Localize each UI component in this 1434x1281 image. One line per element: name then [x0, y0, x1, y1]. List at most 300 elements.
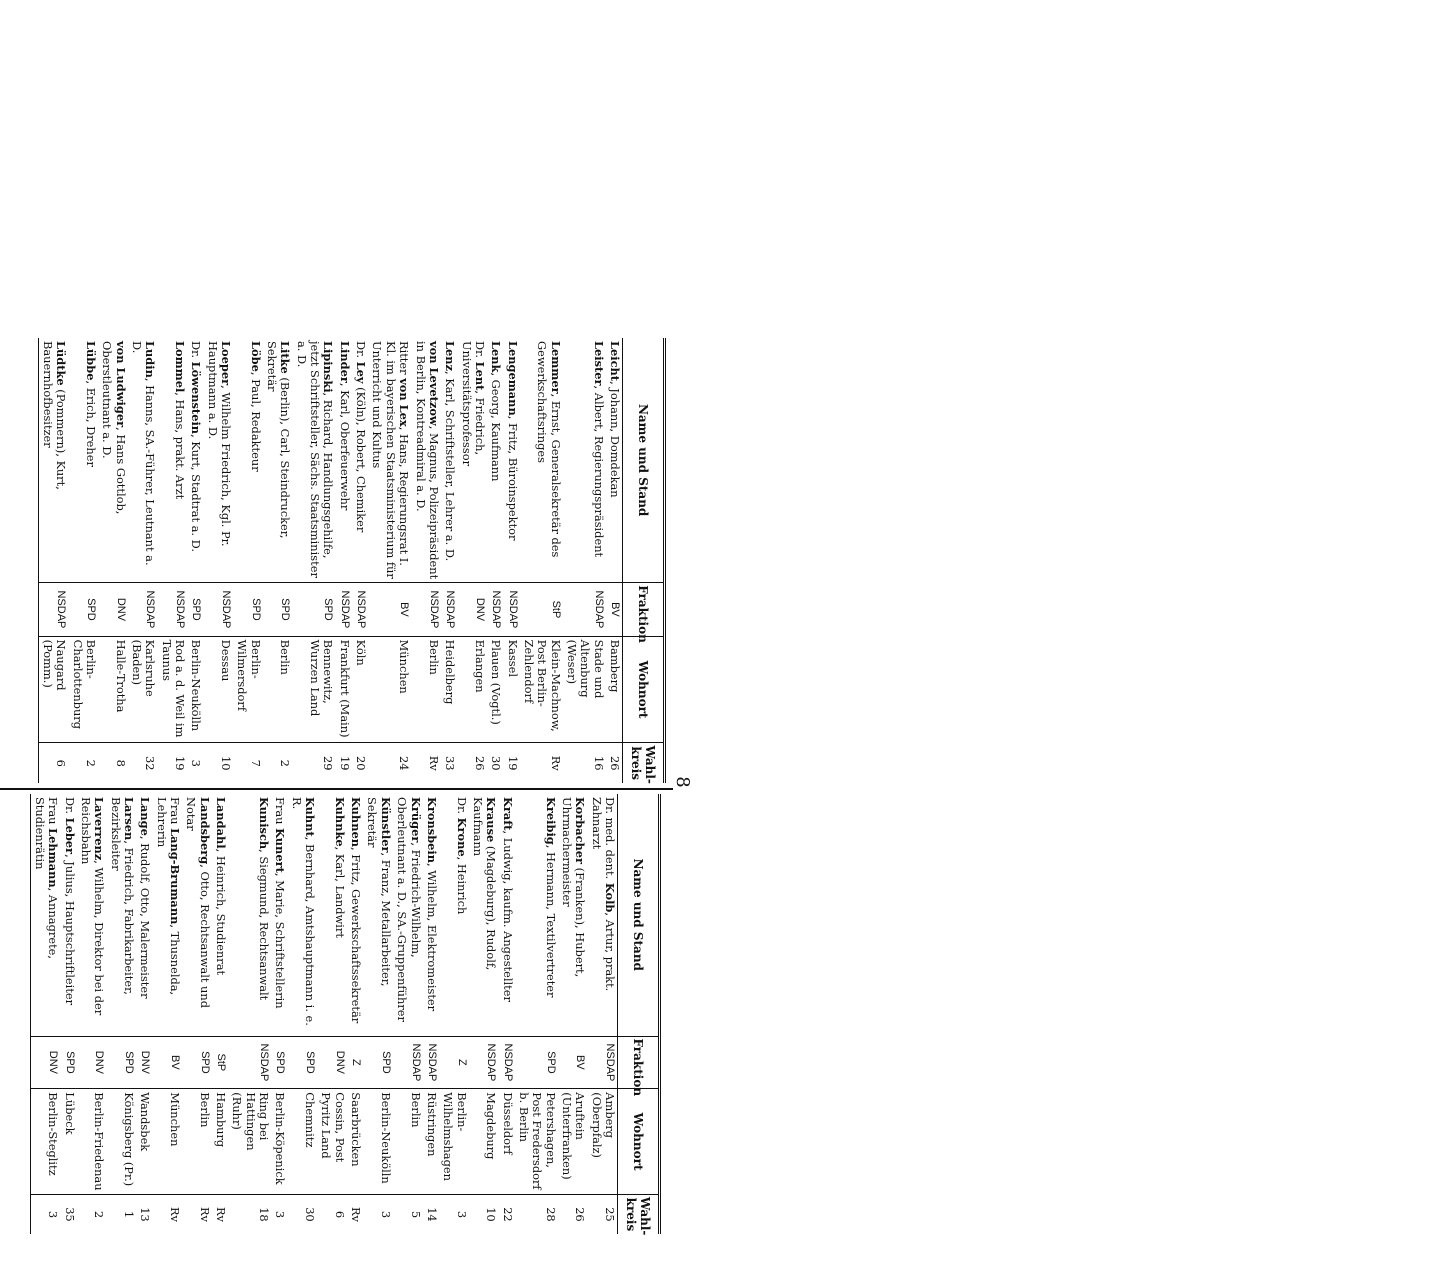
name-details: , Heinrich	[454, 856, 469, 915]
surname: Krüger	[408, 797, 423, 843]
cell-wahlkreis: 2	[92, 1210, 107, 1219]
cell-wohnort: Frankfurt (Main)	[335, 636, 351, 743]
surname: Litke	[278, 341, 293, 374]
name-details: , Hans, Regierungsrat I. Kl. im bayerischen Staatsministerium für Unterricht und Kultus	[370, 341, 412, 579]
table-row	[423, 794, 439, 1234]
name-details: , Karl, Landwirt	[332, 846, 347, 938]
cell-wahlkreis: 30	[489, 755, 504, 771]
cell-fraktion: NSDAP	[352, 583, 368, 636]
cell-wohnort: Rod a. d. Weil im Taunus	[157, 636, 187, 743]
name-details: , Hans Gottlob, Oberstleutnant a. D.	[100, 341, 128, 515]
cell-fraktion: NSDAP	[335, 583, 351, 636]
name-details: , Erich, Dreher	[83, 380, 98, 467]
cell-name	[411, 338, 441, 583]
table-row	[520, 338, 563, 783]
surname: Loeper	[219, 341, 234, 386]
name-details: , Georg, Kaufmann	[489, 372, 504, 482]
name-details: (Franken), Hubert, Uhrmachermeister	[559, 797, 588, 978]
cell-wahlkreis: 19	[505, 755, 520, 771]
cell-fraktion: NSDAP	[503, 583, 519, 636]
cell-fraktion: SPD	[187, 583, 203, 636]
surname: von Levetzow	[426, 341, 441, 426]
cell-wahlkreis: 1	[122, 1210, 136, 1219]
cell-fraktion: NSDAP	[393, 1036, 423, 1089]
name-prefix: Dr.	[354, 341, 369, 362]
cell-wahlkreis: 6	[332, 1210, 347, 1219]
cell-wohnort: Berlin-Köpenick	[271, 1089, 287, 1195]
surname: Lemmer	[548, 341, 563, 394]
name-details: , Wilhelm Friedrich, Kgl. Pr. Hauptmann a. D.	[205, 341, 234, 547]
cell-wohnort: München	[152, 1089, 182, 1195]
cell-wohnort: Magdeburg	[469, 1089, 499, 1195]
table-row	[136, 794, 152, 1234]
table-row	[317, 794, 347, 1234]
cell-fraktion: NSDAP	[563, 583, 606, 636]
cell-name	[128, 338, 158, 583]
cell-name	[233, 338, 263, 583]
cell-fraktion: SPD	[263, 583, 293, 636]
table-row	[292, 338, 335, 783]
table-row	[563, 338, 606, 783]
table-row	[38, 338, 68, 783]
surname: Kunisch	[257, 797, 272, 850]
cell-wohnort: Berlin-Friedenau	[77, 1089, 107, 1195]
cell-wohnort: Heidelberg	[441, 636, 457, 743]
surname: Lüdtke	[54, 341, 69, 386]
cell-wahlkreis: Rv	[214, 1206, 229, 1222]
table-row	[606, 338, 623, 783]
cell-wahlkreis: Rv	[426, 755, 441, 771]
name-details: , Heinrich, Studienrat	[214, 848, 229, 976]
cell-wohnort: Chemnitz	[287, 1089, 317, 1195]
cell-wahlkreis: 30	[303, 1207, 318, 1222]
cell-wahlkreis: Rv	[168, 1206, 183, 1222]
surname: Kolb	[603, 882, 617, 913]
cell-wohnort: Düsseldorf	[498, 1089, 514, 1195]
table-row	[503, 338, 519, 783]
cell-name	[441, 338, 457, 583]
name-prefix: Frau	[273, 797, 288, 829]
table-row	[233, 338, 263, 783]
surname: Landsberg	[197, 797, 212, 865]
cell-wohnort: München	[368, 636, 411, 743]
table-row	[157, 338, 187, 783]
surname: Ley	[354, 361, 369, 384]
name-details: , Rudolf, Otto, Malermeister	[138, 835, 153, 999]
table-row	[187, 338, 203, 783]
cell-wahlkreis: 10	[484, 1207, 499, 1222]
name-prefix: Dr.	[454, 797, 469, 818]
name-details: , Hans, prakt. Arzt	[173, 392, 188, 500]
cell-wahlkreis: 29	[321, 755, 336, 771]
cell-name	[503, 338, 519, 583]
name-details: , Magnus, Polizeipräsident in Berlin, Kontreadmiral a. D.	[413, 341, 441, 580]
header-wohnort: Wohnort	[623, 636, 665, 743]
cell-wahlkreis: 35	[62, 1207, 77, 1222]
surname: Lange	[138, 797, 153, 836]
table-body-left	[30, 794, 617, 1234]
table-row	[347, 794, 363, 1234]
cell-wahlkreis: 2	[278, 759, 293, 767]
name-details: , Hermann, Textilvertreter	[543, 844, 558, 998]
page-divider	[0, 788, 673, 790]
surname: Künstler	[378, 797, 393, 853]
cell-wohnort: Bennewitz, Wurzen Land	[292, 636, 335, 743]
page-number: 8	[672, 776, 693, 788]
cell-fraktion: NSDAP	[228, 1036, 271, 1089]
name-details: , Hanns, SA.-Führer, Leutnant a. D.	[130, 341, 158, 566]
surname: Linder	[337, 341, 352, 383]
cell-wohnort: Berlin	[411, 636, 441, 743]
header-name: Name und Stand	[623, 338, 665, 583]
cell-wahlkreis: 13	[138, 1207, 153, 1222]
name-details: (Pommern), Kurt, Bauernhofbesitzer	[40, 341, 69, 490]
surname: Leber	[62, 817, 77, 855]
table-row	[182, 794, 212, 1234]
cell-fraktion: DNV	[136, 1036, 152, 1089]
cell-wohnort: Plauen (Vogtl.)	[487, 636, 503, 743]
cell-wahlkreis: Rv	[548, 755, 563, 771]
surname: Kreibig	[543, 797, 558, 845]
table-row	[368, 338, 411, 783]
cell-wahlkreis: 3	[378, 1210, 393, 1219]
table-row	[363, 794, 393, 1234]
cell-wahlkreis: 3	[189, 759, 204, 767]
name-prefix: Ritter	[397, 341, 412, 379]
cell-wahlkreis: 22	[500, 1207, 515, 1222]
cell-wohnort: Berlin	[182, 1089, 212, 1195]
table-row	[352, 338, 368, 783]
cell-wahlkreis: 14	[424, 1207, 439, 1222]
header-wahlkreis: Wahl-kreis	[618, 1194, 660, 1234]
name-details: , Ernst, Generalsekretär des Gewerkschaftsringes	[535, 341, 563, 558]
table-body-right	[38, 338, 622, 783]
cell-wahlkreis: 20	[354, 755, 369, 771]
surname: Larsen	[122, 797, 136, 841]
cell-wahlkreis: 26	[472, 755, 487, 771]
name-details: , Karl, Oberfeuerwehr	[337, 382, 352, 511]
cell-fraktion: StP	[520, 583, 563, 636]
surname: Löwenstein	[189, 361, 204, 435]
cell-fraktion: BV	[152, 1036, 182, 1089]
cell-name	[98, 338, 128, 583]
name-prefix: Dr. med. dent.	[603, 797, 617, 883]
name-details: , Albert, Regierungspräsident	[591, 385, 606, 558]
name-details: , Otto, Rechtsanwalt und Notar	[184, 797, 212, 1008]
table-row	[287, 794, 317, 1234]
name-details: , Johann, Domdekan	[608, 381, 622, 498]
cell-wohnort: Berlin	[393, 1089, 423, 1195]
cell-fraktion: BV	[368, 583, 411, 636]
surname: Kunert	[273, 828, 288, 873]
name-prefix: Dr.	[472, 341, 487, 362]
surname: Lehmann	[46, 828, 61, 888]
cell-fraktion: SPD	[68, 583, 98, 636]
cell-wohnort: Hamburg	[212, 1089, 228, 1195]
table-row	[203, 338, 233, 783]
table-row	[263, 338, 293, 783]
name-details: , Ludwig, kaufm. Angestellter	[500, 830, 515, 1002]
cell-wahlkreis: 6	[38, 743, 68, 783]
surname: Leister	[591, 341, 606, 386]
cell-name	[457, 338, 487, 583]
cell-fraktion: DNV	[317, 1036, 347, 1089]
rotated-page-content	[0, 281, 719, 1281]
cell-wahlkreis: Rv	[349, 1206, 364, 1222]
cell-wohnort: Berlin-Neukölln	[187, 636, 203, 743]
cell-name	[487, 338, 503, 583]
name-details: , Wilhelm, Elektromeister	[424, 863, 439, 1012]
cell-wahlkreis: 28	[543, 1207, 558, 1222]
cell-wahlkreis: 26	[608, 755, 622, 771]
surname: Leicht	[608, 341, 622, 382]
name-details: , Franz, Metallarbeiter, Sekretär	[365, 797, 393, 987]
cell-name	[520, 338, 563, 583]
surname: Kronsbein	[424, 797, 439, 864]
cell-wahlkreis: 3	[30, 1194, 60, 1234]
name-details: , Friedrich, Fabrikarbeiter, Bezirksleiter	[108, 797, 136, 995]
cell-fraktion: SPD	[271, 1036, 287, 1089]
cell-name	[187, 338, 203, 583]
cell-name	[203, 338, 233, 583]
cell-wahlkreis: 26	[573, 1207, 588, 1222]
deputies-table-right	[38, 338, 666, 783]
cell-fraktion: NSDAP	[441, 583, 457, 636]
name-details: , Paul, Redakteur	[248, 371, 263, 472]
cell-wohnort: Berlin-Charlottenburg	[68, 636, 98, 743]
name-details: , Artur, prakt. Zahnarzt	[589, 797, 617, 992]
cell-fraktion: NSDAP	[38, 583, 68, 636]
name-details: , Fritz, Gewerkschaftssekretär	[349, 847, 364, 1024]
surname: Korbacher	[573, 797, 588, 865]
table-row	[128, 338, 158, 783]
surname: Lenz	[443, 341, 458, 372]
cell-name	[563, 338, 606, 583]
cell-fraktion: SPD	[363, 1036, 393, 1089]
cell-fraktion: SPD	[287, 1036, 317, 1089]
cell-fraktion: SPD	[233, 583, 263, 636]
table-row	[106, 794, 136, 1234]
table-row	[335, 338, 351, 783]
name-prefix: Dr.	[62, 797, 77, 818]
cell-fraktion: NSDAP	[469, 1036, 499, 1089]
cell-name	[606, 338, 623, 583]
cell-wahlkreis: 18	[257, 1207, 272, 1222]
table-row	[515, 794, 558, 1234]
table-row	[469, 794, 499, 1234]
cell-fraktion: SPD	[182, 1036, 212, 1089]
cell-wohnort: Königsberg (Pr.)	[106, 1089, 136, 1195]
table-row	[587, 794, 617, 1234]
name-prefix: Frau	[46, 797, 61, 829]
cell-wahlkreis: 3	[273, 1210, 288, 1219]
table-row	[393, 794, 423, 1234]
cell-wohnort: Berlin	[263, 636, 293, 743]
header-wohnort: Wohnort	[618, 1089, 660, 1195]
deputies-table-left	[30, 794, 661, 1234]
cell-fraktion: NSDAP	[498, 1036, 514, 1089]
surname: Lipinski	[321, 341, 336, 393]
cell-wahlkreis: 19	[337, 755, 352, 771]
cell-wahlkreis: 32	[143, 755, 158, 771]
name-details: , Karl, Schriftsteller, Lehrer a. D.	[443, 371, 458, 562]
cell-wohnort: Kassel	[503, 636, 519, 743]
cell-wohnort: Klein-Machnow, Post Berlin-Zehlendorf	[520, 636, 563, 743]
name-details: , Friedrich, Universitätsprofessor	[459, 341, 487, 467]
cell-wohnort: Amberg (Oberpfalz)	[587, 1089, 617, 1195]
cell-wahlkreis: 16	[591, 755, 606, 771]
surname: Lenk	[489, 341, 504, 373]
cell-fraktion: BV	[558, 1036, 588, 1089]
cell-fraktion: NSDAP	[411, 583, 441, 636]
cell-fraktion: BV	[606, 583, 623, 636]
surname: Ludin	[143, 341, 158, 378]
table-row	[441, 338, 457, 783]
table-row	[487, 338, 503, 783]
name-details: , Kurt, Stadtrat a. D.	[189, 434, 204, 553]
header-fraktion: Fraktion	[623, 583, 665, 636]
surname: Krone	[454, 817, 469, 857]
cell-name	[335, 338, 351, 583]
table-row	[228, 794, 271, 1234]
table-row	[212, 794, 228, 1234]
table-header-row	[623, 338, 665, 783]
cell-wohnort: Wandsbek	[136, 1089, 152, 1195]
cell-fraktion: Z	[347, 1036, 363, 1089]
cell-wohnort: Köln	[352, 636, 368, 743]
cell-fraktion: SPD	[60, 1036, 76, 1089]
cell-fraktion: DNV	[77, 1036, 107, 1089]
cell-fraktion: NSDAP	[587, 1036, 617, 1089]
cell-fraktion: Z	[439, 1036, 469, 1089]
cell-wohnort: Saarbrücken	[347, 1089, 363, 1195]
name-prefix: Dr.	[189, 341, 204, 362]
surname: Laverrenz	[92, 797, 107, 861]
cell-fraktion: DNV	[30, 1036, 60, 1089]
surname: Lommel	[173, 341, 188, 393]
cell-wohnort: Aruftein (Unterfranken)	[558, 1089, 588, 1195]
cell-name	[157, 338, 187, 583]
table-row	[152, 794, 182, 1234]
name-details: , Friedrich-Wilhelm, Oberleutnant a. D., SA.-Gruppenführer	[395, 797, 423, 1022]
table-row	[498, 794, 514, 1234]
surname: Krause	[484, 797, 499, 843]
name-details: , Annagrete, Studienrätin	[32, 797, 61, 960]
surname: Kuhnen	[349, 797, 364, 848]
cell-wohnort: Halle-Trotha	[98, 636, 128, 743]
cell-wohnort: Erlangen	[457, 636, 487, 743]
cell-wohnort: Berlin-Steglitz	[30, 1089, 60, 1195]
name-details: , Marie, Schriftstellerin	[273, 872, 288, 1009]
table-header-row	[618, 794, 660, 1234]
cell-wahlkreis: 7	[248, 759, 263, 767]
header-name: Name und Stand	[618, 794, 660, 1036]
cell-wahlkreis: 25	[603, 1207, 617, 1222]
cell-fraktion: StP	[212, 1036, 228, 1089]
name-details: , Fritz, Büroinspektor	[505, 415, 520, 541]
table-row	[271, 794, 287, 1234]
table-row	[60, 794, 76, 1234]
cell-wahlkreis: 5	[408, 1210, 423, 1219]
cell-wahlkreis: Rv	[197, 1206, 212, 1222]
cell-name	[38, 338, 68, 583]
name-details: , Bernhard, Amtshauptmann i. e. R.	[289, 797, 318, 1026]
surname: Kuhnke	[332, 797, 347, 847]
name-details: , Thusnelda, Lehrerin	[154, 797, 183, 996]
cell-fraktion: NSDAP	[423, 1036, 439, 1089]
surname: Landahl	[214, 797, 229, 849]
cell-fraktion: SPD	[515, 1036, 558, 1089]
table-row	[68, 338, 98, 783]
cell-fraktion: SPD	[292, 583, 335, 636]
table-row	[77, 794, 107, 1234]
cell-wahlkreis: 3	[454, 1210, 469, 1219]
cell-name	[68, 338, 98, 583]
name-details: , Julius, Hauptschriftleiter	[62, 854, 77, 1006]
cell-name	[368, 338, 411, 583]
name-details: , Richard, Handlungsgehilfe, jetzt Schriftsteller, Sächs. Staatsminister a. D.	[294, 341, 336, 578]
cell-wohnort: Naugard (Pomm.)	[38, 636, 68, 743]
table-row	[457, 338, 487, 783]
cell-wohnort: Berlin-Wilmersdorf	[233, 636, 263, 743]
cell-wahlkreis: 2	[83, 759, 98, 767]
cell-fraktion: SPD	[106, 1036, 136, 1089]
surname: von Ludwiger	[113, 341, 128, 428]
name-details: , Wilhelm, Direktor bei der Reichsbahn	[78, 797, 107, 1016]
cell-wahlkreis: 33	[443, 755, 458, 771]
cell-wahlkreis: 24	[397, 755, 412, 771]
surname: Lengemann	[505, 341, 520, 416]
table-row	[411, 338, 441, 783]
cell-wohnort: Petershagen, Post Fredersdorf b. Berlin	[515, 1089, 558, 1195]
cell-wahlkreis: 10	[219, 755, 234, 771]
name-prefix: Frau	[168, 797, 183, 829]
cell-name	[263, 338, 293, 583]
cell-fraktion: NSDAP	[128, 583, 158, 636]
table-row	[558, 794, 588, 1234]
cell-wohnort: Karlsruhe (Baden)	[128, 636, 158, 743]
cell-name	[292, 338, 335, 583]
surname: Löbe	[248, 341, 263, 372]
surname: von Lex	[397, 378, 412, 427]
header-fraktion: Fraktion	[618, 1036, 660, 1089]
cell-wohnort: Rüstringen	[423, 1089, 439, 1195]
cell-wahlkreis: 8	[113, 759, 128, 767]
cell-wohnort: Lübeck	[60, 1089, 76, 1195]
cell-name	[352, 338, 368, 583]
table-row	[98, 338, 128, 783]
cell-fraktion: NSDAP	[157, 583, 187, 636]
cell-wohnort: Berlin-Wilhelmshagen	[439, 1089, 469, 1195]
name-details: (Köln), Robert, Chemiker	[354, 383, 369, 533]
name-details: , Siegmund, Rechtsanwalt	[257, 849, 272, 1001]
cell-wohnort: Cossin, Post Pyritz Land	[317, 1089, 347, 1195]
surname: Kuhnt	[303, 797, 318, 837]
cell-wohnort: Berlin-Neukölln	[363, 1089, 393, 1195]
surname: Lübbe	[83, 341, 98, 381]
surname: Lent	[472, 361, 487, 391]
surname: Lang-Brumann	[168, 828, 183, 925]
name-details: (Berlin), Carl, Steindrucker, Sekretär	[265, 341, 293, 539]
cell-wohnort: Ring bei Hattingen (Ruhr)	[228, 1089, 271, 1195]
table-row	[30, 794, 60, 1234]
cell-fraktion: DNV	[457, 583, 487, 636]
cell-wohnort: Bamberg	[606, 636, 623, 743]
cell-fraktion: NSDAP	[203, 583, 233, 636]
cell-fraktion: NSDAP	[487, 583, 503, 636]
surname: Kraft	[500, 797, 515, 831]
cell-wohnort: Dessau	[203, 636, 233, 743]
